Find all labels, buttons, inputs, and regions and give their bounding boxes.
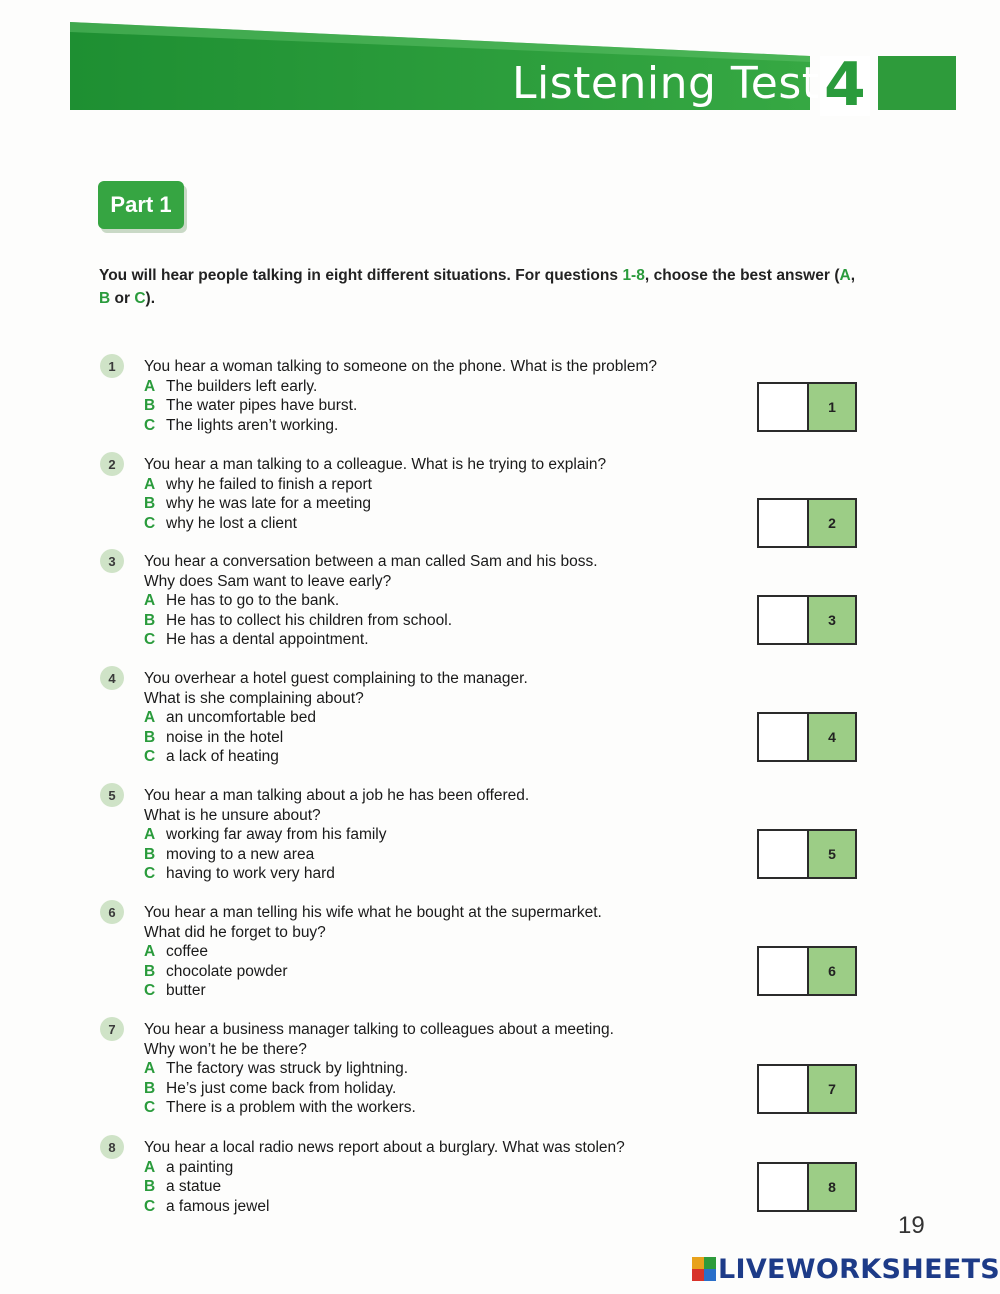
- question-text: You hear a conversation between a man called Sam and his boss. Why does Sam want to leave early?: [144, 553, 598, 590]
- question-text: You hear a woman talking to someone on the phone. What is the problem?: [144, 358, 657, 375]
- instructions-range: 1-8: [622, 267, 645, 284]
- option-c: C He has a dental appointment.: [144, 631, 369, 649]
- question-number-badge: 2: [100, 452, 124, 476]
- logo-text: LIVEWORKSHEETS: [718, 1253, 1000, 1285]
- option-c: C a lack of heating: [144, 748, 279, 766]
- option-c: C why he lost a client: [144, 514, 297, 532]
- liveworksheets-logo[interactable]: [692, 1254, 1000, 1284]
- option-b: B why he was late for a meeting: [144, 495, 372, 513]
- part-badge: Part 1: [98, 181, 184, 229]
- answer-input-8[interactable]: [759, 1164, 809, 1210]
- page-number: 19: [898, 1212, 925, 1239]
- option-c: C There is a problem with the workers.: [144, 1099, 416, 1117]
- answer-input-1[interactable]: [759, 384, 809, 430]
- answer-input-5[interactable]: [759, 831, 809, 877]
- answer-box-label: 7: [809, 1066, 855, 1112]
- question-number-badge: 1: [100, 354, 124, 378]
- option-a: A The factory was struck by lightning.: [144, 1060, 409, 1078]
- instructions-text: ,: [850, 267, 855, 284]
- question-number-badge: 7: [100, 1017, 124, 1041]
- answer-box-label: 6: [809, 948, 855, 994]
- answer-box-3: [757, 595, 857, 645]
- instructions-text: You will hear people talking in eight different situations. For questions: [99, 267, 623, 284]
- option-a: A why he failed to finish a report: [144, 475, 372, 493]
- answer-input-6[interactable]: [759, 948, 809, 994]
- answer-box-label: 4: [809, 714, 855, 760]
- answer-box-5: [757, 829, 857, 879]
- question-number-badge: 3: [100, 549, 124, 573]
- answer-box-label: 1: [809, 384, 855, 430]
- instructions: [99, 264, 855, 310]
- answer-input-3[interactable]: [759, 597, 809, 643]
- instructions-text: or: [110, 290, 135, 307]
- option-a: A coffee: [144, 943, 208, 961]
- answer-box-1: [757, 382, 857, 432]
- option-c: C a famous jewel: [144, 1197, 270, 1215]
- option-c: C having to work very hard: [144, 865, 335, 883]
- logo-grid-icon: [692, 1257, 716, 1281]
- option-a: A working far away from his family: [144, 826, 387, 844]
- page-title: Listening Test: [512, 58, 820, 109]
- test-number: 4: [824, 50, 866, 120]
- question-text: You hear a man telling his wife what he bought at the supermarket. What did he forget to buy?: [144, 904, 602, 941]
- answer-box-label: 3: [809, 597, 855, 643]
- question-number-badge: 6: [100, 900, 124, 924]
- question-number-badge: 4: [100, 666, 124, 690]
- question-text: You hear a man talking to a colleague. What is he trying to explain?: [144, 456, 607, 473]
- question-text: You hear a man talking about a job he has been offered. What is he unsure about?: [144, 787, 530, 824]
- question-number-badge: 8: [100, 1135, 124, 1159]
- option-b: B He has to collect his children from school.: [144, 611, 453, 629]
- question-text: You hear a business manager talking to colleagues about a meeting. Why won’t he be there?: [144, 1021, 614, 1058]
- instructions-option-b: B: [99, 290, 111, 307]
- option-b: B chocolate powder: [144, 962, 288, 980]
- option-c: C The lights aren’t working.: [144, 416, 339, 434]
- question-text: You overhear a hotel guest complaining to the manager. What is she complaining about?: [144, 670, 528, 707]
- option-b: B He’s just come back from holiday.: [144, 1079, 397, 1097]
- answer-box-2: [757, 498, 857, 548]
- option-b: B moving to a new area: [144, 845, 315, 863]
- answer-box-6: [757, 946, 857, 996]
- question-number-badge: 5: [100, 783, 124, 807]
- option-a: A He has to go to the bank.: [144, 592, 340, 610]
- answer-box-label: 2: [809, 500, 855, 546]
- option-a: A a painting: [144, 1158, 234, 1176]
- answer-box-8: [757, 1162, 857, 1212]
- option-b: B The water pipes have burst.: [144, 397, 358, 415]
- header-banner-tail: [878, 56, 956, 110]
- option-a: A an uncomfortable bed: [144, 709, 316, 727]
- answer-input-4[interactable]: [759, 714, 809, 760]
- option-a: A The builders left early.: [144, 377, 318, 395]
- answer-input-7[interactable]: [759, 1066, 809, 1112]
- answer-box-4: [757, 712, 857, 762]
- answer-box-label: 8: [809, 1164, 855, 1210]
- instructions-option-a: A: [839, 267, 851, 284]
- answer-input-2[interactable]: [759, 500, 809, 546]
- option-c: C butter: [144, 982, 206, 1000]
- answer-box-label: 5: [809, 831, 855, 877]
- answer-box-7: [757, 1064, 857, 1114]
- instructions-text: , choose the best answer (: [644, 267, 840, 284]
- question-text: You hear a local radio news report about a burglary. What was stolen?: [144, 1139, 625, 1156]
- option-b: B noise in the hotel: [144, 728, 284, 746]
- instructions-text: ).: [145, 290, 155, 307]
- option-b: B a statue: [144, 1178, 222, 1196]
- instructions-option-c: C: [134, 290, 146, 307]
